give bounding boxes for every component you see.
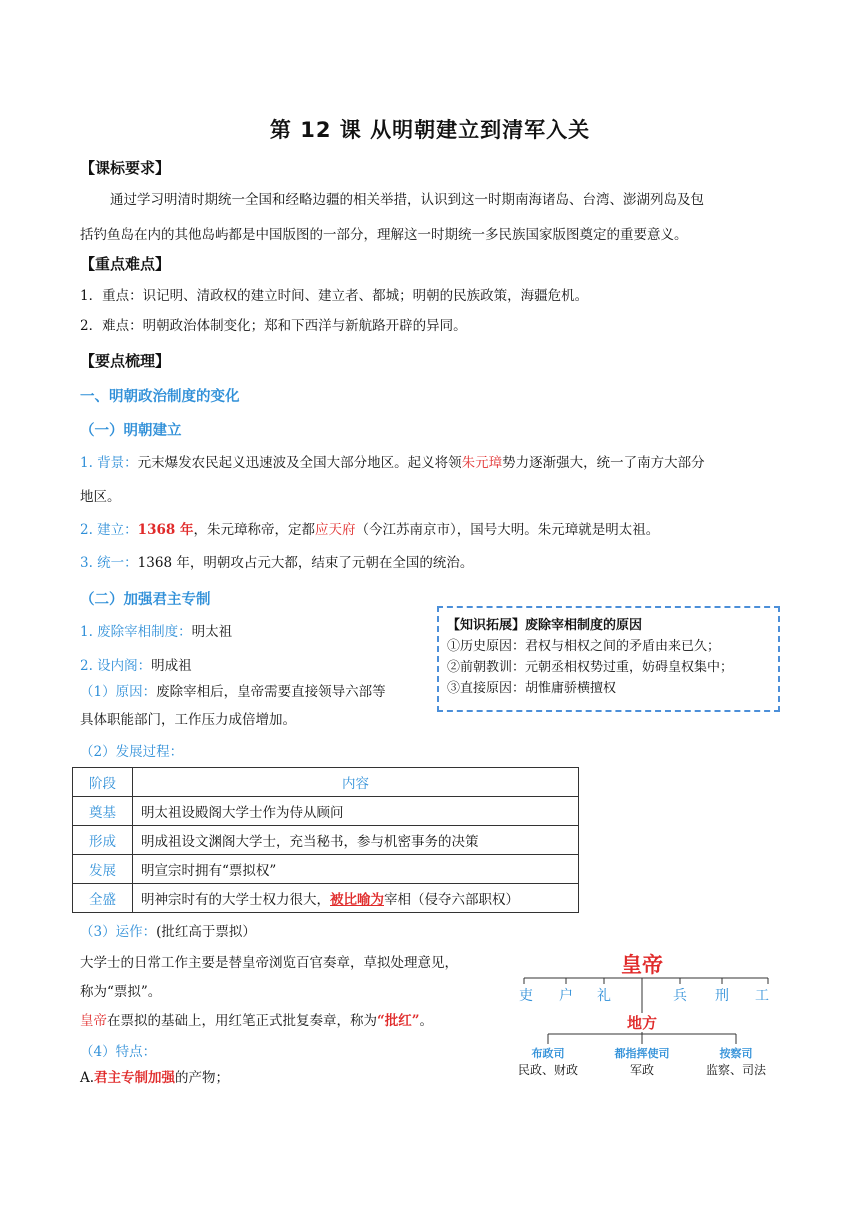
diagram-ministry: 户: [559, 988, 573, 1004]
founding-capital: 应天府: [314, 522, 356, 538]
reason-line: [80, 682, 386, 702]
diagram-office-name: 按察司: [719, 1047, 753, 1060]
unification-line: [80, 553, 473, 573]
founding-text-b: （今江苏南京市），国号大明。朱元璋就是明太祖。: [355, 522, 660, 538]
knowledge-box-header: [447, 615, 770, 636]
section-heading-standards: 【课标要求】: [80, 159, 171, 177]
unification-label: 3. 统一：: [80, 555, 138, 571]
diagram-office-duty: 军政: [629, 1063, 655, 1077]
feature-a-line: [80, 1068, 229, 1088]
table-cell-text-b: 宰相（侵夺六部职权）: [384, 892, 519, 908]
abolish-chancellor-line: [80, 622, 232, 642]
diagram-ministry: 工: [755, 988, 769, 1004]
feature-a-red: 君主专制加强: [94, 1070, 176, 1086]
page-title: 第 12 课 从明朝建立到清军入关: [269, 118, 591, 142]
unification-text: 1368 年，明朝攻占元大都，结束了元朝在全国的统治。: [137, 555, 474, 571]
operation-note: (批红高于票拟）: [156, 924, 256, 940]
section-heading-key-points: 【重点难点】: [80, 255, 171, 273]
part1-sub2-heading: （二）加强君主专制: [80, 592, 211, 608]
operation-paragraph-line1: 大学士的日常工作主要是替皇帝浏览百官奏章，草拟处理意见，: [80, 955, 458, 971]
diagram-office-name: 布政司: [531, 1047, 565, 1060]
development-label: （2）发展过程：: [80, 744, 184, 760]
cabinet-line: [80, 656, 192, 676]
table-cell-content: 明太祖设殿阁大学士作为侍从顾问: [133, 797, 579, 826]
founding-label: 2. 建立：: [80, 522, 138, 538]
knowledge-box-title: 废除宰相制度的原因: [525, 618, 643, 633]
reason-text-a: 废除宰相后，皇帝需要直接领导六部等: [156, 684, 386, 700]
table-row: [73, 826, 579, 855]
abolish-chancellor-text: 明太祖: [191, 624, 233, 640]
diagram-office-name: 都指挥使司: [614, 1047, 670, 1060]
table-cell-stage: 形成: [73, 826, 133, 855]
key-point-2: 2．难点：明朝政治体制变化；郑和下西洋与新航路开辟的异同。: [80, 318, 467, 334]
knowledge-extension-box: [437, 606, 780, 712]
table-row: [73, 855, 579, 884]
background-text-b: 势力逐渐强大，统一了南方大部分: [502, 455, 705, 471]
founding-year: 1368 年: [137, 522, 194, 538]
background-red-name: 朱元璋: [461, 455, 503, 471]
feature-a-prefix: A.: [80, 1070, 95, 1086]
government-structure-diagram: [510, 948, 780, 1083]
section-heading-outline: 【要点梳理】: [80, 352, 171, 370]
table-header-content: 内容: [133, 768, 579, 797]
reason-line2: 具体职能部门，工作压力成倍增加。: [80, 712, 296, 728]
cabinet-text: 明成祖: [151, 658, 192, 674]
knowledge-box-tag: 【知识拓展】: [447, 618, 526, 633]
diagram-office-duty: 民政、财政: [517, 1063, 579, 1077]
cabinet-label: 2. 设内阁：: [80, 658, 152, 674]
table-header-row: [73, 768, 579, 797]
table-cell-stage: 全盛: [73, 884, 133, 913]
part1-sub1-heading: （一）明朝建立: [80, 423, 182, 439]
operation-pihong-red: “批红”: [377, 1013, 420, 1029]
operation-text: 在票拟的基础上，用红笔正式批复奏章，称为: [107, 1013, 377, 1029]
operation-end: 。: [419, 1013, 434, 1029]
table-cell-stage: 奠基: [73, 797, 133, 826]
table-cell-content: 明成祖设文渊阁大学士，充当秘书，参与机密事务的决策: [133, 826, 579, 855]
operation-label: （3）运作：: [80, 924, 157, 940]
table-cell-text-a: 明神宗时有的大学士权力很大，: [141, 892, 330, 908]
table-header-stage: 阶段: [73, 768, 133, 797]
background-line2: 地区。: [80, 489, 121, 505]
standards-paragraph-line1: 通过学习明清时期统一全国和经略边疆的相关举措，认识到这一时期南海诸岛、台湾、澎湖列岛及包: [110, 192, 704, 208]
founding-line: [80, 520, 800, 540]
table-row: [73, 797, 579, 826]
diagram-ministry: 刑: [715, 988, 729, 1004]
background-text-a: 元末爆发农民起义迅速波及全国大部分地区。起义将领: [137, 455, 462, 471]
part1-heading: 一、明朝政治制度的变化: [80, 389, 240, 405]
table-cell-content: 明宣宗时拥有“票拟权”: [133, 855, 579, 884]
table-row: [73, 884, 579, 913]
operation-paragraph-line2: 称为“票拟”。: [80, 984, 162, 1000]
operation-paragraph-line3: [80, 1011, 433, 1031]
features-label: （4）特点：: [80, 1044, 157, 1060]
knowledge-box-item: ②前朝教训：元朝丞相权势过重，妨碍皇权集中；: [447, 660, 734, 675]
founding-text-a: ，朱元璋称帝，定都: [193, 522, 315, 538]
diagram-ministry: 礼: [597, 988, 611, 1004]
diagram-emperor: 皇帝: [621, 953, 663, 977]
table-cell-red-text: 被比喻为: [330, 892, 384, 908]
knowledge-box-item: ①历史原因：君权与相权之间的矛盾由来已久；: [447, 639, 721, 654]
operation-line: [80, 922, 256, 942]
operation-emperor-red: 皇帝: [80, 1013, 107, 1029]
diagram-office-duty: 监察、司法: [705, 1063, 767, 1077]
background-line: [80, 453, 790, 473]
feature-a-text: 的产物；: [175, 1070, 230, 1086]
abolish-chancellor-label: 1. 废除宰相制度：: [80, 624, 192, 640]
table-cell-content: [133, 884, 579, 913]
standards-paragraph-line2: 括钓鱼岛在内的其他岛屿都是中国版图的一部分，理解这一时期统一多民族国家版图奠定的重要意义。: [80, 227, 688, 243]
table-cell-stage: 发展: [73, 855, 133, 884]
development-table: [72, 767, 579, 913]
key-point-1: 1．重点：识记明、清政权的建立时间、建立者、都城；明朝的民族政策，海疆危机。: [80, 288, 589, 304]
diagram-local: 地方: [626, 1014, 658, 1032]
background-label: 1. 背景：: [80, 455, 138, 471]
diagram-ministry: 吏: [519, 988, 533, 1004]
knowledge-box-item: ③直接原因：胡惟庸骄横擅权: [447, 681, 617, 696]
reason-label: （1）原因：: [80, 684, 157, 700]
diagram-ministry: 兵: [673, 988, 687, 1004]
